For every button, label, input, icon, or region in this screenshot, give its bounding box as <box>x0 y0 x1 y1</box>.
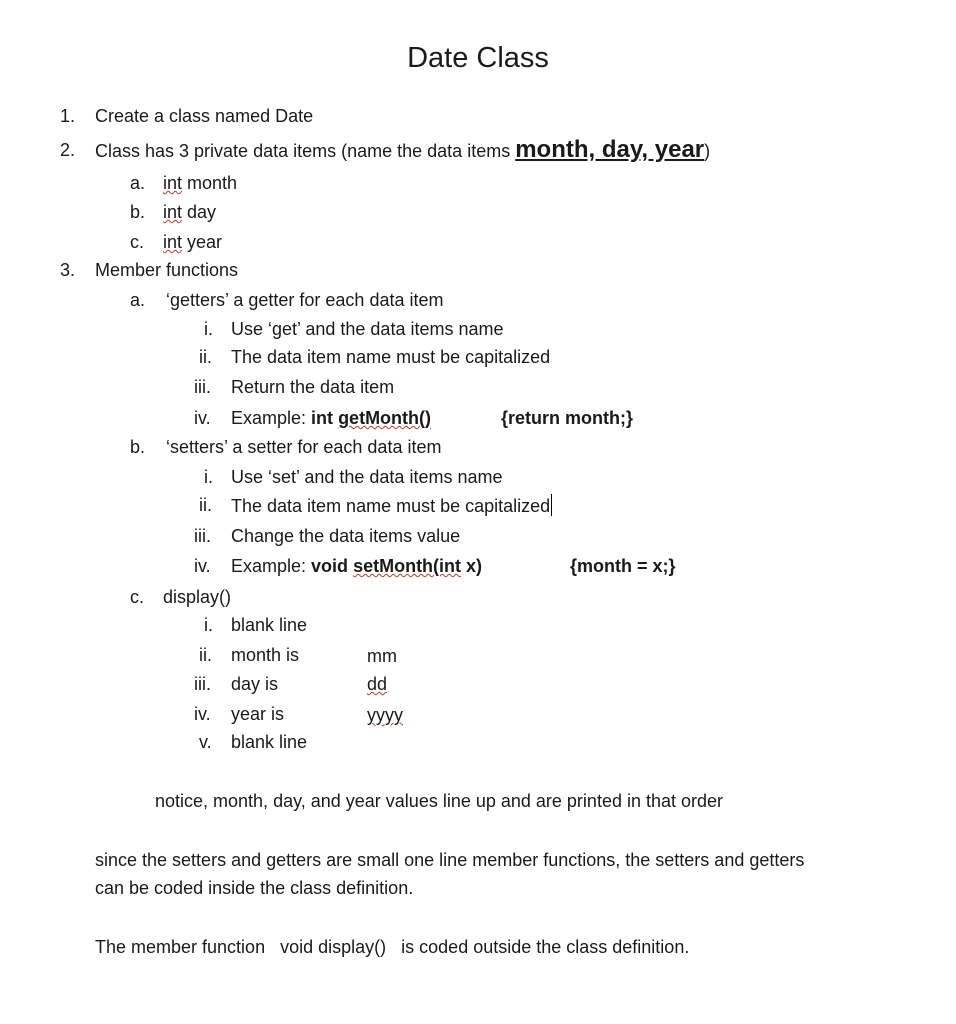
detail-text-content: The data item name must be capitalized <box>231 496 551 516</box>
detail-text: day is <box>231 674 279 694</box>
emphasized-data-items: month, day, year <box>515 136 705 163</box>
roman-numeral: i. <box>204 319 213 339</box>
roman-numeral: i. <box>204 615 213 635</box>
paragraph-line <box>95 936 689 958</box>
roman-numeral: ii. <box>199 347 212 367</box>
text-cursor <box>551 494 552 516</box>
detail-text <box>231 494 552 517</box>
code-param: x) <box>461 556 483 576</box>
paragraph-line: can be coded inside the class definition. <box>95 878 414 898</box>
sub-item-text <box>163 231 222 253</box>
sub-letter: c. <box>130 587 145 607</box>
detail-text: year is <box>231 704 285 724</box>
sub-item-text <box>163 172 237 194</box>
roman-numeral: iv. <box>194 704 211 724</box>
code-body: {return month;} <box>501 408 633 428</box>
sub-item-text <box>163 201 216 223</box>
detail-text: Use ‘set’ and the data items name <box>231 467 503 487</box>
example-text <box>231 555 482 577</box>
roman-numeral: iii. <box>194 674 211 694</box>
list-item-text: Member functions <box>95 260 239 280</box>
paragraph-line: since the setters and getters are small one line member functions, the setters and getters <box>95 850 805 870</box>
code-keyword: int <box>311 408 334 428</box>
detail-text: blank line <box>231 615 308 635</box>
list-number: 1. <box>60 106 76 126</box>
paragraph-suffix: is coded outside the class definition. <box>401 937 690 957</box>
variable-name: year <box>182 232 223 252</box>
list-number: 3. <box>60 260 76 280</box>
roman-numeral: v. <box>199 732 212 752</box>
keyword-int: int <box>163 202 183 222</box>
sub-letter: b. <box>130 437 146 457</box>
code-body: {month = x;} <box>570 556 676 576</box>
example-label: Example: <box>231 556 312 576</box>
detail-text: Return the data item <box>231 377 395 397</box>
code-inline: void display() <box>280 937 387 957</box>
roman-numeral: i. <box>204 467 213 487</box>
code-function: getMonth() <box>338 408 432 428</box>
detail-text: Use ‘get’ and the data items name <box>231 319 504 339</box>
code-function: setMonth(int <box>353 556 462 576</box>
roman-numeral: iii. <box>194 377 211 397</box>
format-value: dd <box>367 674 388 694</box>
page-title: Date Class <box>407 42 549 74</box>
format-value: yyyy <box>367 705 403 725</box>
list-item-suffix: ) <box>704 141 711 161</box>
sub-letter: c. <box>130 232 145 252</box>
sub-letter: b. <box>130 202 146 222</box>
sub-letter: a. <box>130 173 146 193</box>
roman-numeral: iii. <box>194 526 211 546</box>
keyword-int: int <box>163 232 183 252</box>
variable-name: day <box>182 202 217 222</box>
variable-name: month <box>182 173 238 193</box>
roman-numeral: iv. <box>194 556 211 576</box>
code-keyword: void <box>311 556 354 576</box>
example-text <box>231 407 431 429</box>
roman-numeral: ii. <box>199 645 212 665</box>
notice-text: notice, month, day, and year values line up and are printed in that order <box>155 791 724 811</box>
sub-item-text: ‘getters’ a getter for each data item <box>166 290 444 310</box>
detail-text: month is <box>231 645 300 665</box>
list-item-prefix: Class has 3 private data items (name the data items <box>95 141 516 161</box>
detail-text: Change the data items value <box>231 526 461 546</box>
keyword-int: int <box>163 173 183 193</box>
sub-item-text: ‘setters’ a setter for each data item <box>166 437 442 457</box>
list-number: 2. <box>60 140 76 160</box>
detail-text: The data item name must be capitalized <box>231 347 551 367</box>
paragraph-prefix: The member function <box>95 937 266 957</box>
roman-numeral: ii. <box>199 495 212 515</box>
roman-numeral: iv. <box>194 408 211 428</box>
list-item-text <box>95 136 711 163</box>
sub-letter: a. <box>130 290 146 310</box>
example-label: Example: <box>231 408 312 428</box>
detail-text: blank line <box>231 732 308 752</box>
sub-item-text: display() <box>163 587 232 607</box>
list-item-text: Create a class named Date <box>95 106 314 126</box>
format-value: mm <box>367 646 397 666</box>
